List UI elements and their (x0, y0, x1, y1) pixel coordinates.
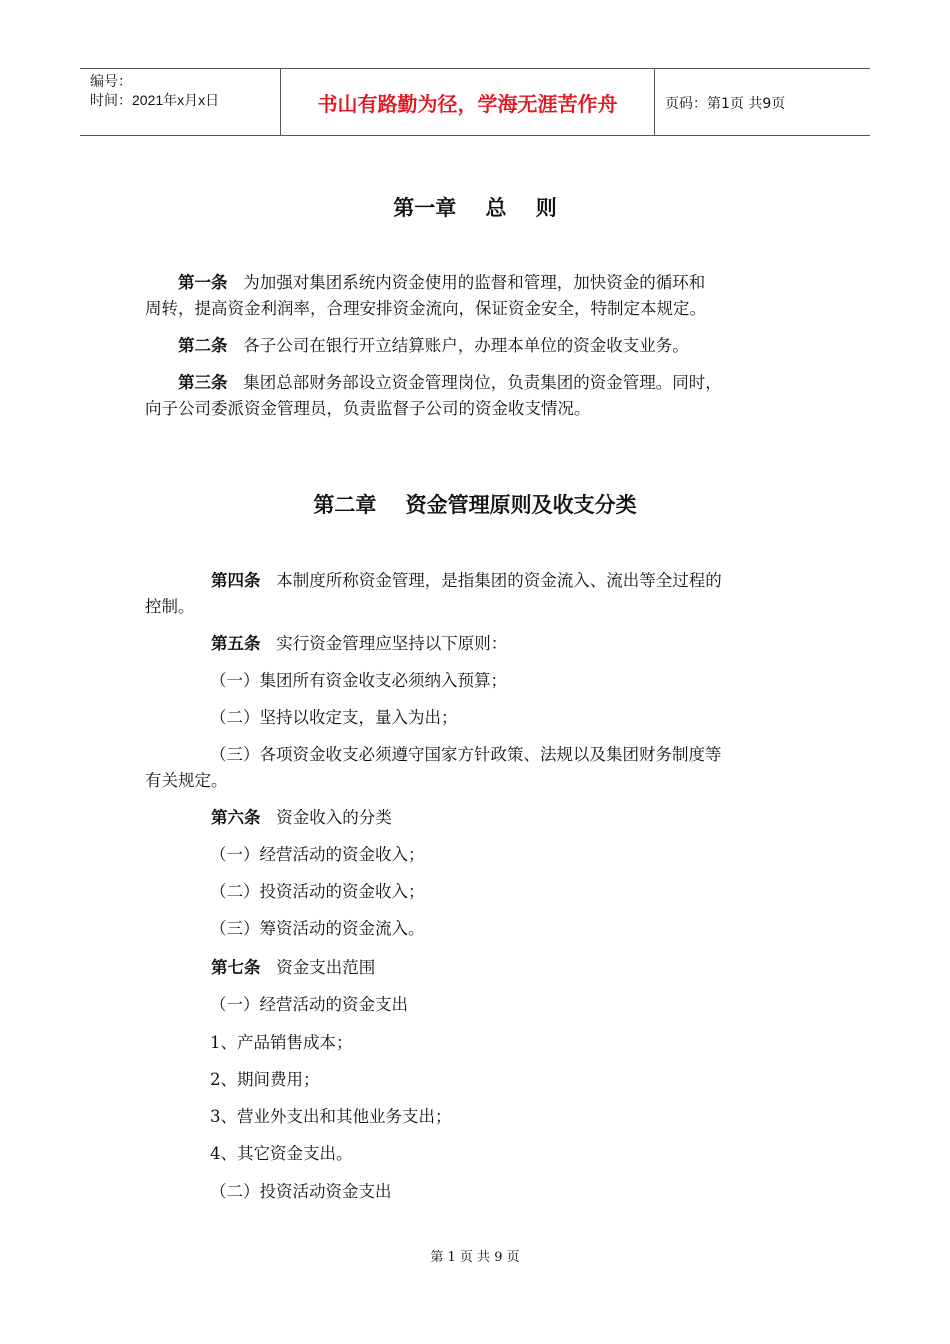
expense-item-1: 1、产品销售成本； (210, 1033, 353, 1052)
chapter-2-title: 第二章 资金管理原则及收支分类 (313, 493, 637, 517)
income-type-1: （一）经营活动的资金收入； (210, 845, 425, 864)
article-7 (145, 955, 810, 981)
article-4 (145, 568, 810, 594)
header-page-info: 页码：第1页 共9页 (665, 96, 786, 112)
article-label: 第七条 (211, 958, 261, 977)
header-meta-cell (80, 69, 281, 135)
article-4-cont: 控制。 (145, 597, 195, 616)
chapter-1-title: 第一章 总 则 (393, 196, 557, 220)
expense-item-4: 4、其它资金支出。 (210, 1144, 353, 1163)
article-3 (145, 370, 810, 396)
header-motto: 书山有路勤为径，学海无涯苦作舟 (281, 69, 655, 135)
income-type-3: （三）筹资活动的资金流入。 (210, 919, 425, 938)
expense-type-2: （二）投资活动资金支出 (210, 1182, 392, 1201)
article-text: 资金收入的分类 (260, 808, 392, 827)
article-label: 第三条 (178, 373, 228, 392)
article-1 (145, 270, 810, 296)
article-text: 资金支出范围 (260, 958, 376, 977)
document-header (80, 68, 870, 136)
article-text: 本制度所称资金管理，是指集团的资金流入、流出等全过程的 (260, 571, 722, 590)
article-5 (145, 631, 810, 657)
article-label: 第二条 (178, 336, 228, 355)
article-text: 各子公司在银行开立结算账户，办理本单位的资金收支业务。 (227, 336, 689, 355)
time-label: 时间：2021年x月x日 (90, 92, 220, 108)
article-3-cont: 向子公司委派资金管理员，负责监督子公司的资金收支情况。 (145, 399, 591, 418)
number-label: 编号： (90, 73, 132, 89)
article-label: 第五条 (211, 634, 261, 653)
article-6 (145, 805, 810, 831)
article-label: 第四条 (211, 571, 261, 590)
principle-2: （二）坚持以收定支，量入为出； (210, 708, 458, 727)
article-text: 集团总部财务部设立资金管理岗位，负责集团的资金管理。同时， (227, 373, 722, 392)
article-label: 第一条 (178, 273, 228, 292)
income-type-2: （二）投资活动的资金收入； (210, 882, 425, 901)
article-1-cont: 周转，提高资金利润率，合理安排资金流向，保证资金安全，特制定本规定。 (145, 299, 706, 318)
expense-item-2: 2、期间费用； (210, 1070, 320, 1089)
principle-3: （三）各项资金收支必须遵守国家方针政策、法规以及集团财务制度等 (210, 745, 722, 764)
expense-item-3: 3、营业外支出和其他业务支出； (210, 1107, 452, 1126)
article-text: 实行资金管理应坚持以下原则： (260, 634, 508, 653)
article-label: 第六条 (211, 808, 261, 827)
article-2 (145, 333, 810, 359)
principle-3-cont: 有关规定。 (145, 771, 228, 790)
principle-1: （一）集团所有资金收支必须纳入预算； (210, 671, 507, 690)
article-text: 为加强对集团系统内资金使用的监督和管理，加快资金的循环和 (227, 273, 706, 292)
expense-type-1: （一）经营活动的资金支出 (210, 995, 408, 1014)
page-footer: 第 1 页 共 9 页 (430, 1250, 520, 1265)
